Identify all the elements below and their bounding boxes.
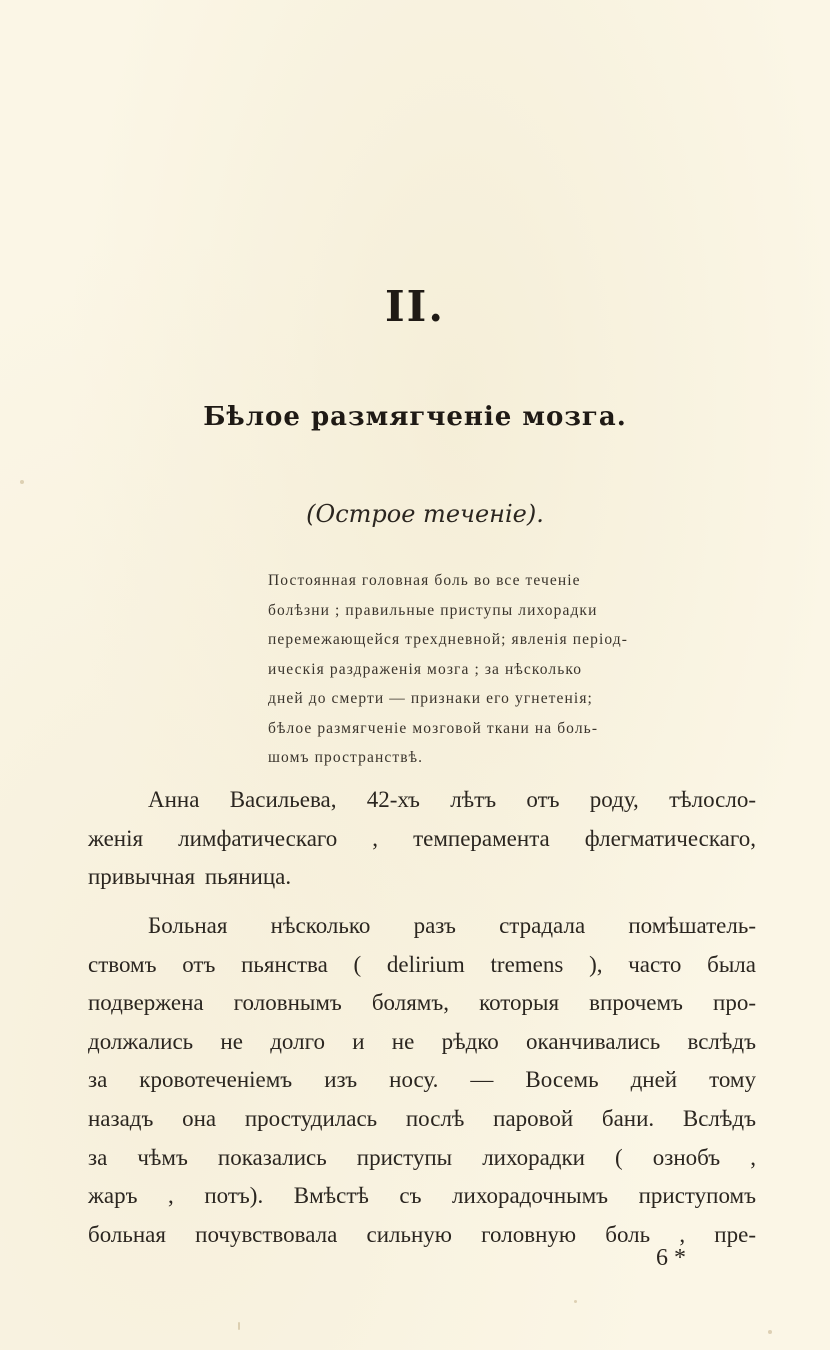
body-line: за кровотеченіемъ изъ носу. — Восемь дней тому (88, 1067, 756, 1093)
paper-speck (238, 1322, 240, 1330)
summary-line: Постоянная головная боль во все теченіе (268, 572, 581, 589)
paragraph-patient-intro (88, 781, 756, 897)
body-line: подвержена головнымъ болямъ, которыя впрочемъ про- (88, 990, 756, 1016)
body-line: Анна Васильева, 42-хъ лѣтъ отъ роду, тѣлосло- (148, 787, 756, 812)
body-line: больная почувствовала сильную головную боль , пре- (88, 1221, 756, 1247)
chapter-summary (268, 566, 696, 773)
body-line: женія лимфатическаго , темперамента флегматическаго, (88, 825, 756, 851)
chapter-subtitle: (Острое теченіе). (306, 500, 544, 528)
summary-line: ическія раздраженія мозга ; за нѣсколько (268, 660, 583, 678)
summary-line: бѣлое размягченіе мозговой ткани на боль- (268, 719, 599, 737)
body-line: жаръ , потъ). Вмѣстѣ съ лихорадочнымъ приступомъ (88, 1183, 756, 1209)
chapter-number: II. (385, 282, 445, 331)
paper-speck (20, 480, 24, 484)
paragraph-history (88, 907, 756, 1254)
body-line: должались не долго и не рѣдко оканчивались вслѣдъ (88, 1028, 756, 1054)
summary-line: дней до смерти — признаки его угнетенія; (268, 690, 593, 707)
paper-speck (768, 1330, 772, 1334)
paper-speck (574, 1300, 577, 1303)
body-line: ствомъ отъ пьянства ( delirium tremens ), часто была (88, 951, 756, 977)
signature-mark: 6 * (656, 1245, 686, 1271)
summary-line: болѣзни ; правильные приступы лихорадки (268, 601, 598, 619)
chapter-title: Бѣлое размягченіе мозга. (203, 402, 627, 432)
body-line: Больная нѣсколько разъ страдала помѣшатель- (148, 913, 756, 938)
summary-line: шомъ пространствѣ. (268, 749, 424, 766)
body-line: привычная пьяница. (88, 864, 292, 890)
summary-line: перемежающейся трехдневной; явленія період- (268, 631, 629, 648)
body-line: за чѣмъ показались приступы лихорадки ( ознобъ , (88, 1144, 756, 1170)
body-line: назадъ она простудилась послѣ паровой бани. Вслѣдъ (88, 1105, 756, 1131)
